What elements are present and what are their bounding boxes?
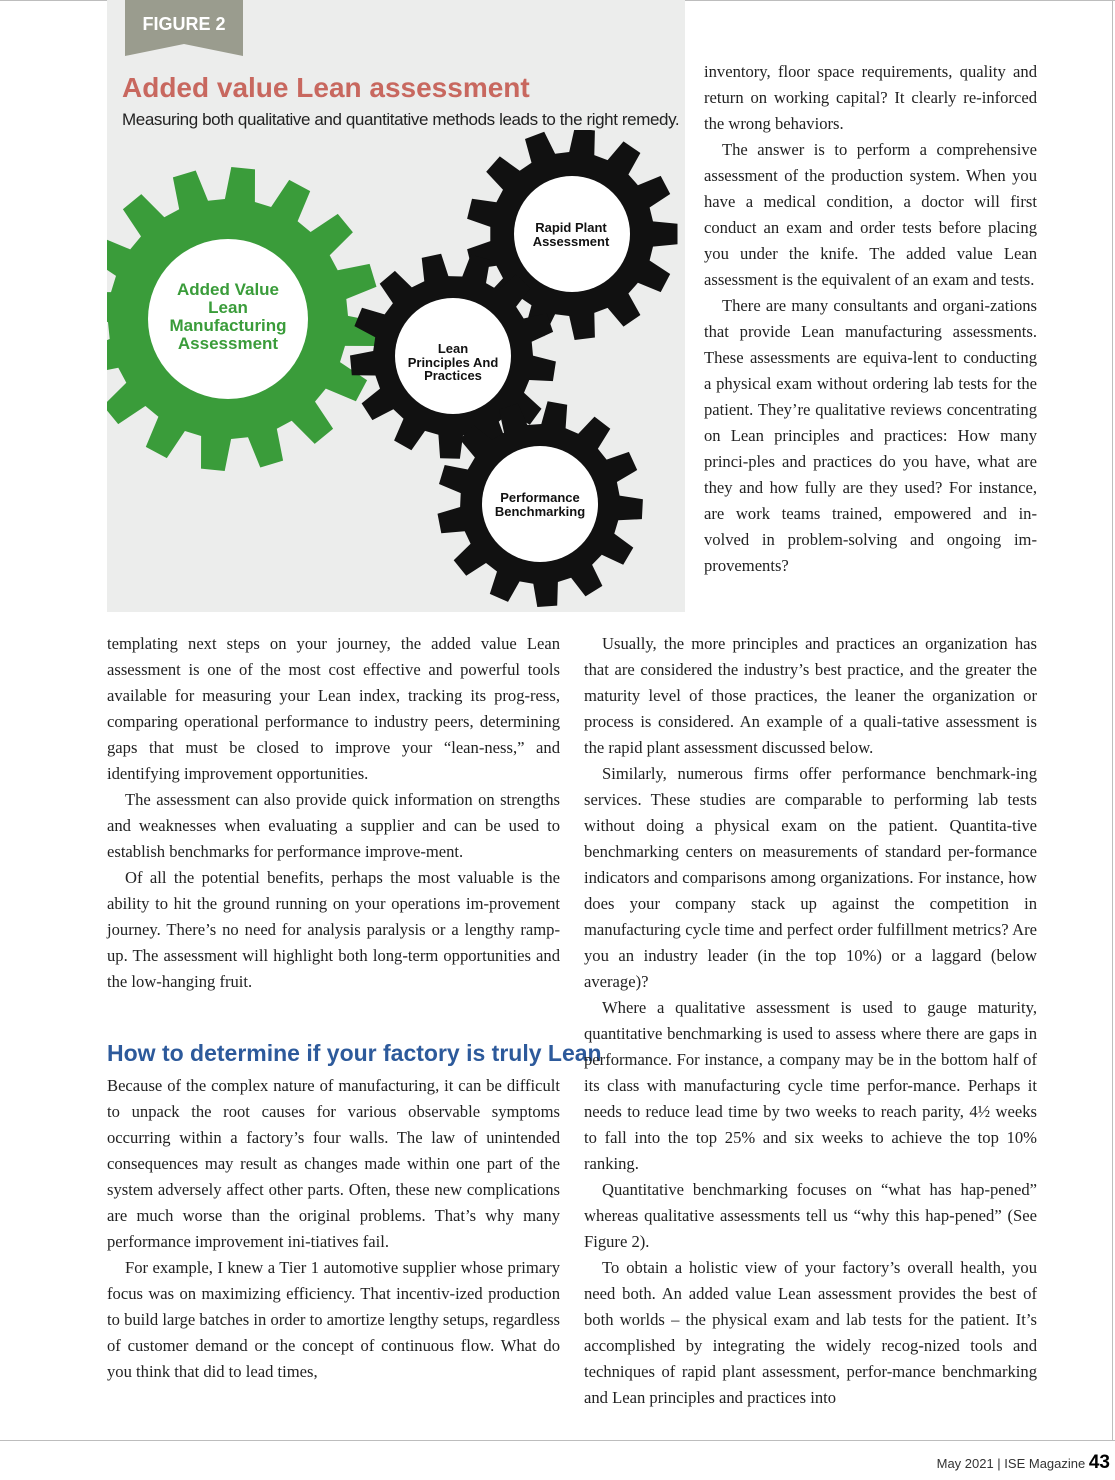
page-footer <box>937 1452 1110 1474</box>
paragraph: Where a qualitative assessment is used to gauge maturity, quantitative benchmarking is used to assess where there are gaps in performance. For instance, a company may be in the bottom half of its class with manufacturing cycle time perfor-mance. Perhaps it needs to reduce lead time by two weeks to reach parity, 4½ weeks to fall into the top 25% and six weeks to achieve the top 10% ranking. <box>584 998 1037 1173</box>
gear-main-line: Added Value <box>176 280 280 299</box>
right-column-bottom <box>584 631 1037 1411</box>
gear-main-line: Manufacturing <box>169 315 287 335</box>
gear-lean-line: Principles And <box>407 354 499 370</box>
gear-rapid-label <box>512 221 630 248</box>
gear-perf-line: Performance <box>500 490 580 505</box>
gear-lean-label <box>393 342 513 383</box>
gear-perf-line: Benchmarking <box>494 503 586 519</box>
paragraph: inventory, floor space requirements, quality and return on working capital? It clearly re-inforced the wrong behaviors. <box>704 62 1037 133</box>
page-frame-right <box>1112 0 1113 1440</box>
paragraph: The assessment can also provide quick information on strengths and weaknesses when evaluating a supplier and can be used to establish benchmarks for performance improve-ment. <box>107 790 560 861</box>
gear-main-line: Lean <box>208 297 248 317</box>
section-heading: How to determine if your factory is truly Lean <box>107 1040 602 1066</box>
right-column-top <box>704 59 1037 579</box>
paragraph: The answer is to perform a comprehensive assessment of the production system. When you have a medical condition, a doctor will first conduct an exam and order tests before placing you under the knife. The added value Lean assessment is the equivalent of an exam and tests. <box>704 140 1037 289</box>
paragraph: templating next steps on your journey, the added value Lean assessment is one of the most cost effective and powerful tools available for measuring your Lean index, tracking its prog-ress, comparing operational performance to industry peers, determining gaps that must be closed to improve your “lean-ness,” and identifying improvement opportunities. <box>107 634 560 783</box>
gear-perf-label <box>480 491 600 518</box>
page-frame-bottom <box>0 1440 1115 1441</box>
paragraph: To obtain a holistic view of your factory’s overall health, you need both. An added value Lean assessment provides the best of both worlds – the physical exam and lab tests for the patient. It’s accomplished by integrating the widely recog-nized tools and techniques of rapid plant assessment, perfor-mance benchmarking and Lean principles and practices into <box>584 1258 1037 1407</box>
paragraph: Similarly, numerous firms offer performance benchmark-ing services. These studies are comparable to performing lab tests without doing a physical exam on the patient. Quantita-tive benchmarking centers on measurements of standard per-formance indicators and comparisons among organizations. For instance, how does your company stack up against the competition in manufacturing cycle time and perfect order fulfillment metrics? Are you an industry leader (in the top 10%) or a laggard (below average)? <box>584 764 1037 991</box>
gear-lean-line: Practices <box>424 368 482 384</box>
left-column-bottom <box>107 1073 560 1385</box>
gear-main-line: Assessment <box>177 333 279 353</box>
footer-issue: May 2021 | ISE Magazine <box>936 1456 1086 1471</box>
paragraph: There are many consultants and organi-zations that provide Lean manufacturing assessments. These assessments are equiva-lent to conducting a physical exam without ordering lab tests for the patient. They’re qualitative reviews concentrating on Lean principles and practices: How many princi-ples and practices do you have, what are they and how fully are they used? For instance, are work teams trained, empowered and in-volved in problem-solving and ongoing im-provements? <box>704 296 1037 575</box>
figure-tag <box>125 0 243 56</box>
paragraph: Of all the potential benefits, perhaps the most valuable is the ability to hit the ground running on your operations im-provement journey. There’s no need for analysis paralysis or a lengthy ramp-up. The assessment will highlight both long-term opportunities and the low-hanging fruit. <box>107 868 560 991</box>
figure-tag-label: FIGURE 2 <box>142 14 226 34</box>
paragraph: Usually, the more principles and practices an organization has that are considered the industry’s best practice, and the greater the maturity level of those practices, the leaner the organization or process is considered. An example of a quali-tative assessment is the rapid plant assessment discussed below. <box>584 634 1037 757</box>
page-number: 43 <box>1088 1452 1110 1473</box>
paragraph: Quantitative benchmarking focuses on “what has hap-pened” whereas qualitative assessments tell us “why this hap-pened” (See Figure 2). <box>584 1180 1037 1251</box>
gear-rapid-line: Rapid Plant <box>535 220 607 235</box>
figure-title: Added value Lean assessment <box>122 72 530 103</box>
figure-subtitle: Measuring both qualitative and quantitative methods leads to the right remedy. <box>122 110 680 129</box>
gear-lean-line: Lean <box>437 341 469 356</box>
gear-main-label <box>158 281 298 352</box>
gear-rapid-line: Assessment <box>532 233 610 249</box>
paragraph: For example, I knew a Tier 1 automotive supplier whose primary focus was on maximizing efficiency. That incentiv-ized production to build large batches in order to amortize lengthy setups, regardless of customer demand or the concept of continuous flow. What do you think that did to lead times, <box>107 1258 560 1381</box>
left-column <box>107 631 560 995</box>
paragraph: Because of the complex nature of manufacturing, it can be difficult to unpack the root causes for various observable symptoms occurring within a factory’s four walls. The law of unintended consequences may result as changes made within one part of the system adversely affect other parts. Often, these new complications are much worse than the original problems. That’s why many performance improvement ini-tiatives fail. <box>107 1076 560 1251</box>
